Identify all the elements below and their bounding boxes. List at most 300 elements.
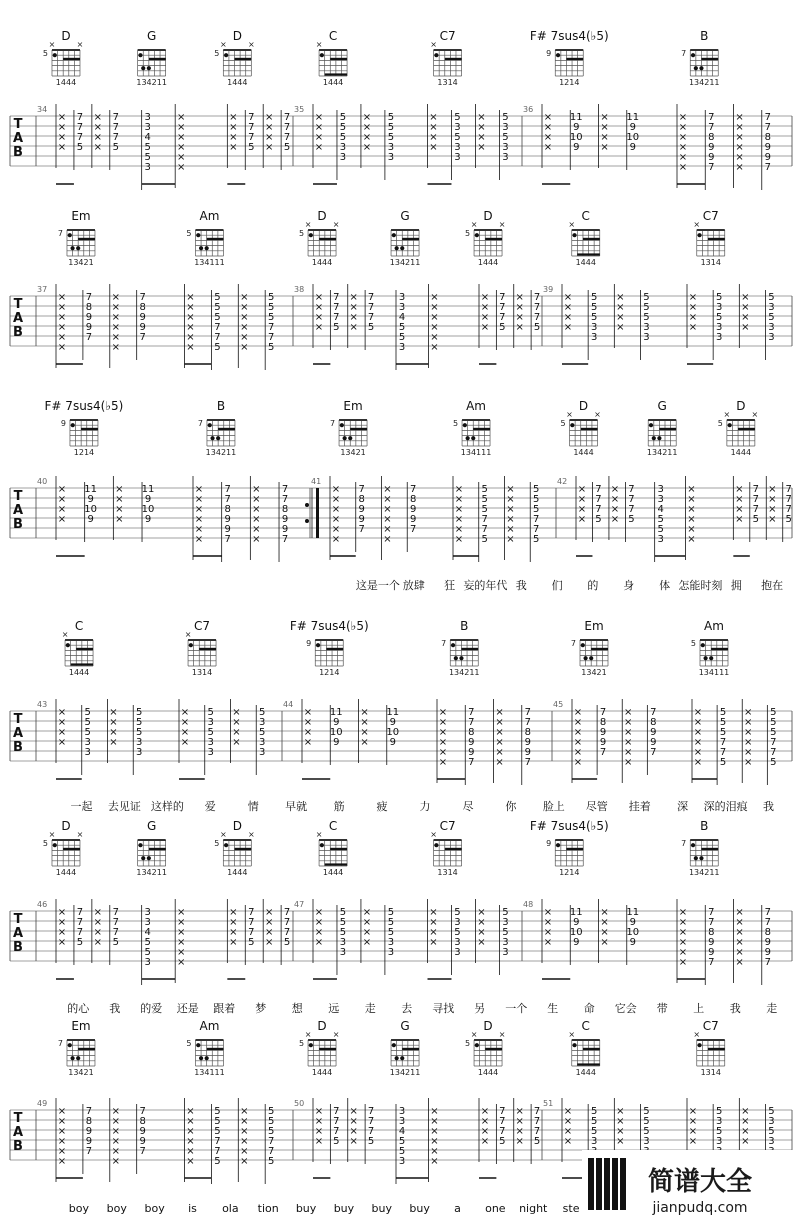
tab-note: 9 (139, 312, 146, 323)
tab-x: × (93, 122, 103, 133)
nut (690, 49, 718, 51)
finger-dot (224, 843, 228, 847)
chord-diagram-d (560, 410, 600, 457)
tab-note: 5 (112, 937, 119, 948)
tab-x: × (430, 342, 439, 353)
tab-note: 7 (752, 494, 759, 505)
tab-x: × (362, 132, 372, 143)
tab-x: × (624, 757, 633, 768)
tab-x: × (314, 907, 324, 918)
finger-dot (556, 843, 560, 847)
tab-x: × (186, 1156, 195, 1167)
tab-note: 5 (112, 142, 119, 153)
tab-x: × (600, 937, 609, 948)
finger-numbers: 13421 (68, 1068, 94, 1077)
finger-numbers: 1444 (311, 1068, 333, 1077)
tab-note: 5 (214, 342, 221, 353)
tab-note: 5 (214, 1116, 221, 1127)
tab-column (245, 110, 254, 170)
barre (81, 428, 98, 430)
tab-column (359, 699, 369, 763)
tab-x: × (678, 927, 688, 938)
tab-note: 9 (650, 727, 657, 738)
tab-column (622, 699, 632, 783)
tab-column (479, 284, 489, 348)
tab-column (428, 104, 438, 168)
tab-note: 11 (569, 112, 583, 123)
tab-x: × (563, 292, 573, 303)
tab-note: 3 (454, 122, 461, 133)
lyric-syllable: 们 (551, 579, 563, 592)
tab-x: × (314, 937, 324, 948)
tab-note: 7 (499, 302, 506, 313)
tab-note: 5 (387, 927, 395, 938)
tab-note: 5 (144, 947, 151, 958)
tab-note: 11 (329, 707, 343, 718)
tab-x: × (616, 322, 625, 333)
tab-x: × (303, 717, 313, 728)
lyric-syllable: 脸上 (542, 800, 565, 813)
tab-note: 7 (214, 322, 221, 333)
chord-name-c7: C7 (194, 619, 211, 633)
nut (572, 1039, 600, 1041)
tab-note: 5 (768, 292, 775, 303)
tab-column (348, 1098, 358, 1162)
tab-note: 5 (259, 707, 266, 718)
tab-column (110, 905, 119, 965)
tab-x: × (57, 937, 67, 948)
tab-note: 10 (626, 927, 640, 938)
tab-x: × (93, 927, 103, 938)
tab-column (113, 476, 123, 540)
finger-dot (709, 656, 713, 660)
finger-dot (451, 643, 455, 647)
tab-note: 3 (502, 122, 509, 133)
tab-note: 9 (573, 937, 580, 948)
tab-note: 5 (768, 1106, 775, 1117)
finger-numbers: 1314 (437, 78, 458, 87)
tab-x: × (744, 717, 753, 728)
tab-x: × (360, 727, 369, 738)
chord-diagram-d (299, 220, 339, 267)
lyric-syllable: 另 (474, 1002, 486, 1015)
tab-note: 3 (643, 1136, 650, 1147)
watermark-url: jianpudq.com (652, 1200, 748, 1216)
tab-x: × (515, 292, 524, 303)
tab-x: × (176, 917, 186, 928)
tab-x: × (454, 534, 464, 545)
tab-note: 9 (708, 937, 715, 948)
tab-x: × (480, 1106, 490, 1117)
tab-column (734, 104, 744, 188)
tab-x: × (109, 737, 118, 748)
chord-name-d: D (317, 209, 327, 223)
tab-note: 5 (752, 514, 759, 525)
finger-dot (691, 843, 695, 847)
chord-diagram-d (718, 410, 758, 457)
barre (319, 1048, 336, 1050)
muted-string: × (568, 1030, 576, 1039)
tab-column (279, 482, 288, 562)
finger-dot (392, 1043, 396, 1047)
tab-note: 7 (358, 524, 365, 535)
finger-dot (199, 246, 203, 250)
tab-x: × (93, 142, 103, 153)
finger-dot (728, 423, 732, 427)
tab-x: × (577, 514, 587, 525)
chord-name-c: C (74, 619, 84, 633)
tab-x: × (232, 707, 241, 718)
barre (738, 428, 755, 430)
barre (445, 58, 462, 60)
tab-note: 5 (643, 1106, 650, 1117)
tab-x: × (735, 112, 744, 123)
tab-x: × (563, 322, 573, 333)
lyric-syllable: 拥 (730, 579, 742, 592)
tab-column (82, 705, 91, 775)
tab-note: 7 (367, 292, 375, 303)
tab-column (428, 899, 438, 963)
tab-x: × (600, 132, 609, 143)
finger-dot (196, 1043, 200, 1047)
tab-x: × (438, 747, 448, 758)
barre (445, 848, 462, 850)
chord-diagram-d (43, 830, 83, 877)
tab-x: × (600, 917, 609, 928)
finger-dot (147, 856, 151, 860)
chord-name-d: D (578, 399, 589, 413)
measure-50 (293, 1019, 540, 1184)
tab-x: × (229, 907, 238, 918)
barre (577, 1063, 599, 1065)
tab-note: 7 (752, 504, 759, 515)
finger-numbers: 1214 (73, 448, 95, 457)
tab-note: 9 (281, 524, 289, 535)
tab-note: 5 (283, 142, 291, 153)
finger-dot (466, 436, 470, 440)
tab-note: 7 (85, 1106, 93, 1117)
chord-name-am: Am (199, 209, 220, 223)
tab-note: 7 (76, 112, 84, 123)
finger-numbers: 1314 (191, 668, 213, 677)
tab-x: × (480, 302, 490, 313)
tab-x: × (240, 312, 249, 323)
chord-diagram-c (62, 630, 93, 677)
tab-x: × (57, 142, 67, 153)
tab-x: × (600, 142, 609, 153)
chord-name-em: Em (584, 619, 604, 633)
tab-note: 3 (387, 152, 395, 163)
tab-column (313, 899, 323, 963)
tab-note: 5 (207, 727, 214, 738)
tab-x: × (735, 142, 744, 153)
tab-x: × (688, 1106, 698, 1117)
tab-note: 5 (84, 707, 91, 718)
lyric-syllable: 筋 (333, 800, 345, 813)
tab-x: × (543, 122, 553, 133)
piano-key (588, 1158, 594, 1210)
tab-column (142, 482, 155, 542)
tab-column (514, 1098, 524, 1162)
tab-x: × (600, 122, 609, 133)
lyric-syllable: 一起 (70, 800, 93, 813)
tab-note: 5 (267, 1106, 275, 1117)
finger-numbers: 134111 (194, 1068, 225, 1077)
tab-column (733, 476, 743, 540)
muted-string: × (594, 410, 601, 419)
tab-column (542, 899, 552, 963)
tab-note: 7 (468, 757, 475, 768)
tab-clef-letter: B (13, 517, 23, 532)
muted-string: × (470, 1030, 478, 1039)
tab-x: × (111, 342, 120, 353)
tab-note: 9 (573, 142, 580, 153)
tab-note: 8 (281, 504, 289, 515)
tab-column (205, 705, 214, 775)
lyric-syllable: 疲 (376, 800, 388, 813)
chord-name-d: D (61, 29, 71, 43)
finger-dot (199, 1056, 203, 1060)
nut (188, 639, 216, 641)
tab-x: × (744, 727, 753, 738)
finger-numbers: 1444 (573, 448, 594, 457)
nut (555, 839, 583, 841)
fret-number: 5 (560, 419, 566, 428)
barre (326, 648, 343, 650)
barre (149, 58, 166, 60)
chord-name-g: G (146, 29, 157, 43)
tab-note: 5 (214, 312, 221, 323)
tab-note: 5 (333, 322, 340, 333)
tab-note: 5 (481, 494, 488, 505)
tab-note: 8 (708, 927, 715, 938)
lyric-syllable: boy (68, 1202, 90, 1215)
tab-note: 7 (76, 927, 84, 938)
finger-dot (699, 856, 703, 860)
tab-x: × (362, 917, 372, 928)
finger-dot (584, 656, 588, 660)
tab-x: × (543, 927, 553, 938)
tab-note: 8 (599, 717, 607, 728)
tab-note: 9 (144, 514, 152, 525)
tab-x: × (577, 504, 587, 515)
tab-column (705, 110, 714, 190)
finger-dot (138, 843, 142, 847)
lyric-syllable: night (519, 1202, 548, 1215)
tab-note: 3 (454, 142, 461, 153)
tab-note: 5 (719, 757, 727, 768)
muted-string: × (751, 410, 759, 419)
fret-number: 7 (681, 839, 687, 848)
tab-note: 7 (248, 907, 255, 918)
tab-note: 5 (590, 1126, 598, 1137)
tab-x: × (349, 1106, 358, 1117)
piano-key (612, 1158, 618, 1210)
barre (207, 238, 224, 240)
tab-column (655, 482, 664, 562)
tab-x: × (430, 322, 439, 333)
tab-x: × (688, 322, 698, 333)
lyric-syllable: one (485, 1202, 506, 1215)
barre (235, 58, 252, 60)
tab-clef-letter: A (12, 503, 24, 518)
lyrics-row5 (67, 1001, 777, 1015)
muted-string: × (332, 1030, 340, 1039)
finger-numbers: 1444 (55, 78, 77, 87)
tab-note: 5 (267, 302, 275, 313)
finger-dot (70, 1056, 74, 1060)
tab-column (572, 699, 582, 783)
tab-note: 5 (339, 112, 347, 123)
tab-note: 7 (524, 757, 531, 768)
finger-dot (309, 233, 313, 237)
tab-x: × (331, 524, 341, 535)
chord-name-d: D (736, 399, 746, 413)
tab-note: 5 (367, 322, 375, 333)
tab-column (356, 482, 365, 552)
tab-note: 7 (770, 747, 777, 758)
tab-column (313, 284, 323, 348)
tab-x: × (768, 504, 777, 515)
tab-x: × (314, 292, 324, 303)
tab-x: × (693, 747, 703, 758)
lyric-syllable: 的心 (67, 1002, 90, 1015)
tab-note: 5 (643, 302, 650, 313)
tab-x: × (688, 312, 698, 323)
finger-numbers: 13421 (581, 668, 607, 677)
tab-note: 5 (643, 292, 650, 303)
muted-string: × (470, 220, 478, 229)
tab-x: × (229, 927, 238, 938)
finger-dot (454, 656, 458, 660)
tab-note: 7 (333, 1106, 340, 1117)
tab-x: × (314, 122, 324, 133)
tab-x: × (240, 292, 249, 303)
tab-note: 7 (499, 312, 506, 323)
nut (67, 229, 95, 231)
tab-x: × (194, 524, 204, 535)
nut (308, 1039, 336, 1041)
tab-x: × (314, 312, 324, 323)
tab-note: 3 (768, 302, 775, 313)
tab-note: 5 (283, 937, 291, 948)
muted-string: × (219, 830, 227, 839)
tab-column (514, 284, 524, 348)
tab-x: × (176, 142, 186, 153)
tab-column (677, 899, 687, 983)
tab-note: 5 (770, 757, 777, 768)
tab-x: × (229, 917, 238, 928)
nut (223, 49, 251, 51)
tab-x: × (240, 1106, 249, 1117)
tab-column (592, 482, 601, 542)
tab-x: × (506, 534, 515, 545)
tab-note: 8 (224, 504, 231, 515)
measure-44 (282, 619, 531, 785)
muted-string: × (247, 40, 255, 49)
tab-note: 3 (398, 292, 406, 303)
tab-note: 7 (248, 122, 255, 133)
tab-column (576, 476, 586, 540)
finger-dot (348, 436, 352, 440)
chord-name-b: B (700, 819, 709, 833)
measure-35 (293, 29, 509, 184)
lyric-syllable: 想 (291, 1002, 303, 1015)
chord-name-b: B (460, 619, 469, 633)
tab-x: × (438, 717, 448, 728)
chord-name-em: Em (71, 209, 91, 223)
tab-column (84, 482, 97, 542)
chord-diagram-c7 (430, 40, 461, 87)
tab-note: 7 (719, 747, 727, 758)
tab-x: × (687, 484, 696, 495)
chord-diagram-am (186, 1039, 224, 1077)
chord-diagram-c7 (430, 830, 461, 877)
tab-x: × (477, 937, 486, 948)
tab-note: 7 (139, 292, 146, 303)
tab-x: × (438, 707, 448, 718)
repeat-bar-thick (316, 488, 319, 538)
chord-diagram-d (465, 1030, 505, 1077)
tab-note: 9 (573, 917, 580, 928)
tab-x: × (610, 484, 620, 495)
tab-column (692, 699, 702, 783)
tab-note: 3 (590, 322, 598, 333)
tab-x: × (678, 907, 688, 918)
tab-x: × (186, 1126, 195, 1137)
tab-x: × (515, 322, 524, 333)
tab-x: × (744, 737, 753, 748)
tab-column (185, 1098, 195, 1182)
tab-x: × (186, 302, 195, 313)
tab-x: × (687, 494, 696, 505)
tab-x: × (744, 747, 753, 758)
tab-note: 9 (85, 322, 93, 333)
tab-note: 5 (590, 1106, 598, 1117)
tab-note: 3 (84, 747, 91, 758)
tab-x: × (563, 302, 573, 313)
lyric-syllable: 我 (109, 1002, 121, 1015)
tab-note: 8 (139, 302, 146, 313)
tab-x: × (678, 132, 688, 143)
tab-x: × (349, 302, 358, 313)
tab-x: × (57, 342, 67, 353)
finger-numbers: 1444 (227, 868, 248, 877)
fret-number: 7 (441, 639, 447, 648)
tab-note: 9 (524, 747, 531, 758)
tab-x: × (573, 737, 583, 748)
barre (63, 848, 80, 850)
tab-column (407, 482, 416, 552)
tab-clef-letter: T (13, 489, 23, 504)
tab-note: 5 (214, 1126, 221, 1137)
tab-x: × (577, 494, 587, 505)
tab-x: × (543, 112, 553, 123)
chord-name-am: Am (704, 619, 724, 633)
tab-x: × (349, 1116, 358, 1127)
tab-x: × (678, 112, 688, 123)
tab-column (348, 284, 358, 348)
finger-dot (196, 233, 200, 237)
tab-x: × (610, 514, 620, 525)
tab-note: 8 (85, 1116, 93, 1127)
tab-note: 5 (643, 312, 650, 323)
tab-note: 9 (764, 947, 771, 958)
nut (223, 839, 251, 841)
tab-x: × (495, 737, 504, 748)
tab-column (685, 476, 695, 560)
tab-clef-letter: T (13, 297, 23, 312)
